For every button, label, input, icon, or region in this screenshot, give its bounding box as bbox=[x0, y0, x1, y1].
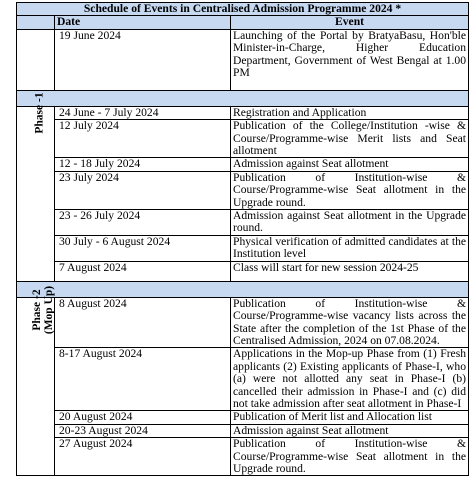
row-event: Publication of Merit list and Allocation list bbox=[231, 411, 469, 424]
phase-1-label: Phase -1 bbox=[33, 92, 46, 134]
row-event: Admission against Seat allotment bbox=[231, 424, 469, 437]
phase-2-label-line2: (Mop Up) bbox=[43, 285, 56, 334]
table-row bbox=[17, 438, 469, 476]
table-row bbox=[17, 235, 469, 261]
section-divider bbox=[17, 90, 469, 106]
table-row bbox=[17, 348, 469, 411]
table-row bbox=[17, 261, 469, 281]
row-date: 23 - 26 July 2024 bbox=[55, 210, 231, 236]
row-date: 23 July 2024 bbox=[55, 171, 231, 209]
row-date: 7 August 2024 bbox=[55, 261, 231, 281]
table-row bbox=[17, 106, 469, 119]
phase-column-header bbox=[17, 16, 55, 29]
row-event: Publication of Institution-wise & Course/Programme-wise Seat allotment in the Upgrade round. bbox=[231, 438, 469, 476]
table-row bbox=[17, 120, 469, 158]
table-row bbox=[17, 171, 469, 209]
row-date: 30 July - 6 August 2024 bbox=[55, 235, 231, 261]
table-row bbox=[17, 411, 469, 424]
table-row bbox=[17, 297, 469, 348]
table-row bbox=[17, 158, 469, 171]
row-event: Publication of Institution-wise & Course/Programme-wise Seat allotment in the Upgrade round. bbox=[231, 171, 469, 209]
table-row-launch bbox=[17, 29, 469, 90]
table-title: Schedule of Events in Centralised Admission Programme 2024 * bbox=[17, 3, 469, 16]
row-event: Admission against Seat allotment bbox=[231, 158, 469, 171]
launch-event: Launching of the Portal by BratyaBasu, Hon'ble Minister-in-Charge, Higher Education Department, Government of West Bengal at 1.00 PM bbox=[231, 29, 469, 90]
row-date: 20 August 2024 bbox=[55, 411, 231, 424]
schedule-table bbox=[16, 2, 469, 476]
table-row bbox=[17, 424, 469, 437]
date-column-header: Date bbox=[55, 16, 231, 29]
row-date: 24 June - 7 July 2024 bbox=[55, 106, 231, 119]
row-event: Admission against Seat allotment in the Upgrade round. bbox=[231, 210, 469, 236]
row-date: 12 July 2024 bbox=[55, 120, 231, 158]
row-date: 27 August 2024 bbox=[55, 438, 231, 476]
row-event: Registration and Application bbox=[231, 106, 469, 119]
launch-phase-cell bbox=[17, 29, 55, 90]
row-event: Physical verification of admitted candidates at the Institution level bbox=[231, 235, 469, 261]
row-event: Publication of the College/Institution -wise & Course/Programme-wise Merit lists and Seat allotment bbox=[231, 120, 469, 158]
event-column-header: Event bbox=[231, 16, 469, 29]
phase-2-label-line1: Phase -2 bbox=[31, 289, 44, 331]
row-date: 12 - 18 July 2024 bbox=[55, 158, 231, 171]
launch-date: 19 June 2024 bbox=[55, 29, 231, 90]
section-divider bbox=[17, 281, 469, 297]
table-row bbox=[17, 210, 469, 236]
row-date: 20-23 August 2024 bbox=[55, 424, 231, 437]
phase-2-label-cell bbox=[17, 285, 56, 476]
phase-2-label bbox=[31, 286, 55, 334]
row-event: Class will start for new session 2024-25 bbox=[231, 261, 469, 281]
phase-1-label-cell bbox=[17, 92, 55, 281]
row-event: Applications in the Mop-up Phase from (1) Fresh applicants (2) Existing applicants of Phase-I, who (a) were not allotted any seat in Phase-I (b) cancelled their admission in Phase-I and (c) did not take admission after seat allotment in Phase-I bbox=[231, 348, 469, 411]
row-event: Publication of Institution-wise & Course/Programme-wise vacancy lists across the State after the completion of the 1st Phase of the Centralised Admission, 2024 on 07.08.2024. bbox=[231, 297, 469, 348]
row-date: 8 August 2024 bbox=[55, 297, 231, 348]
row-date: 8-17 August 2024 bbox=[55, 348, 231, 411]
